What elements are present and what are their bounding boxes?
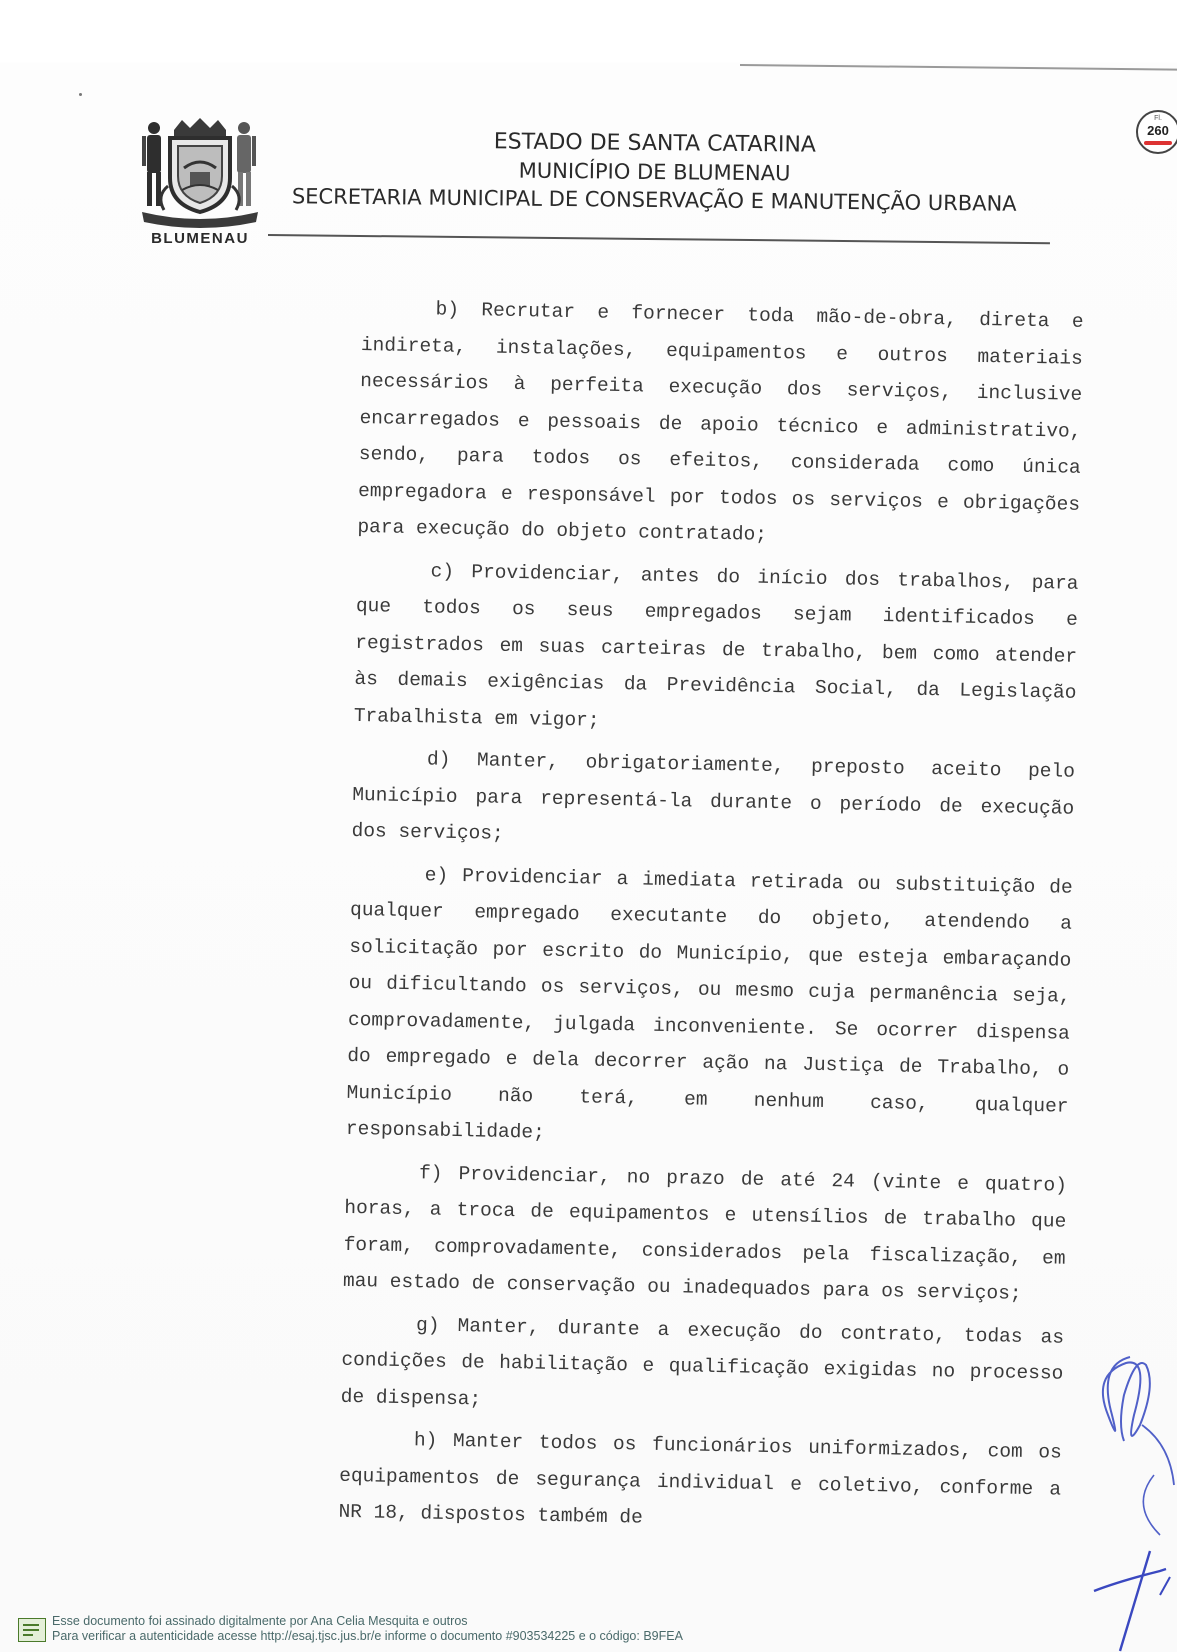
coat-of-arms-icon xyxy=(138,116,262,228)
signature-scribble-icon xyxy=(1090,1355,1177,1652)
footer-line-signed: Esse documento foi assinado digitalmente por Ana Celia Mesquita e outros xyxy=(52,1614,468,1628)
handwritten-signature xyxy=(1090,1355,1177,1652)
header-divider xyxy=(268,234,1050,244)
clause-text: Manter, obrigatoriamente, preposto aceito pelo Município para representá-la durante o período de execução dos serviços; xyxy=(351,749,1076,845)
stamp-number: 260 xyxy=(1147,123,1169,138)
clause-lead: c) xyxy=(430,559,455,583)
stamp-label: Fl. xyxy=(1154,115,1162,122)
clause-g xyxy=(340,1305,1064,1428)
footer-line-verify: Para verificar a autenticidade acesse http://esaj.tjsc.jus.br/e informe o documento #903534225 e o código: B9FEA xyxy=(52,1629,683,1643)
clause-text: Manter todos os funcionários uniformizados, com os equipamentos de segurança individual e coletivo, conforme a NR 18, dispostos também de xyxy=(338,1429,1063,1529)
clause-lead: f) xyxy=(418,1161,443,1185)
clause-lead: d) xyxy=(426,748,451,771)
municipal-crest xyxy=(138,116,262,248)
clause-text: Manter, durante a execução do contrato, todas as condições de habilitação e qualificação exigidas no processo de dispensa; xyxy=(340,1314,1065,1410)
clause-text: Recrutar e fornecer toda mão-de-obra, direta e indireta, instalações, equipamentos e outros materiais necessários à perfeita execução dos serviços, inclusive encarregados e pessoais de apoio técnico e administrativo, sendo, para todos os efeitos, considerada como única empregadora e responsável por todos os serviços e obrigações para execução do objeto contratado; xyxy=(357,299,1084,546)
page-number-stamp xyxy=(1136,110,1177,154)
footer-text xyxy=(52,1614,1012,1644)
certificate-icon xyxy=(18,1618,46,1642)
clause-text: Providenciar, antes do início dos trabalhos, para que todos os seus empregados sejam identificados e registrados em suas carteiras de trabalho, bem como atender às demais exigências da Previdência Social, da Legislação Trabalhista em vigor; xyxy=(353,560,1079,732)
clause-lead: g) xyxy=(415,1313,440,1337)
scan-speck xyxy=(79,93,82,96)
clause-c xyxy=(353,551,1078,747)
clause-text: Providenciar, no prazo de até 24 (vinte e quatro) horas, a troca de equipamentos e utensílios de trabalho que foram, comprovadamente, considerados pela fiscalização, em mau estado de conservação ou inadequados para os serviços; xyxy=(342,1162,1068,1305)
clause-f xyxy=(343,1153,1068,1313)
header-department: SECRETARIA MUNICIPAL DE CONSERVAÇÃO E MANUTENÇÃO URBANA xyxy=(291,184,1017,216)
clause-d xyxy=(351,740,1075,863)
clause-lead: h) xyxy=(413,1429,438,1452)
clause-h xyxy=(338,1421,1062,1544)
header-state: ESTADO DE SANTA CATARINA xyxy=(493,129,817,158)
paper-edge xyxy=(740,64,1177,71)
clause-e xyxy=(346,855,1073,1161)
stamp-rubric-mark xyxy=(1144,141,1172,145)
contract-clauses xyxy=(338,290,1084,1550)
clause-lead: e) xyxy=(424,863,449,887)
header-municipality: MUNICÍPIO DE BLUMENAU xyxy=(518,158,791,186)
clause-b xyxy=(357,290,1084,559)
clause-lead: b) xyxy=(435,298,460,321)
digital-signature-footer xyxy=(18,1614,1018,1648)
letterhead xyxy=(284,126,1025,218)
crest-caption: BLUMENAU xyxy=(151,230,249,247)
clause-text: Providenciar a imediata retirada ou substituição de qualquer empregado executante do objeto, atendendo a solicitação por escrito do Município, que esteja embaraçando ou dificultando os serviços, ou mesmo cuja permanência seja, comprovadamente, julgada inconveniente. Se ocorrer dispensa do empregado e dela decorrer ação na Justiça de Trabalho, o Município não terá, em nenhum caso, qualquer responsabilidade; xyxy=(345,864,1073,1144)
